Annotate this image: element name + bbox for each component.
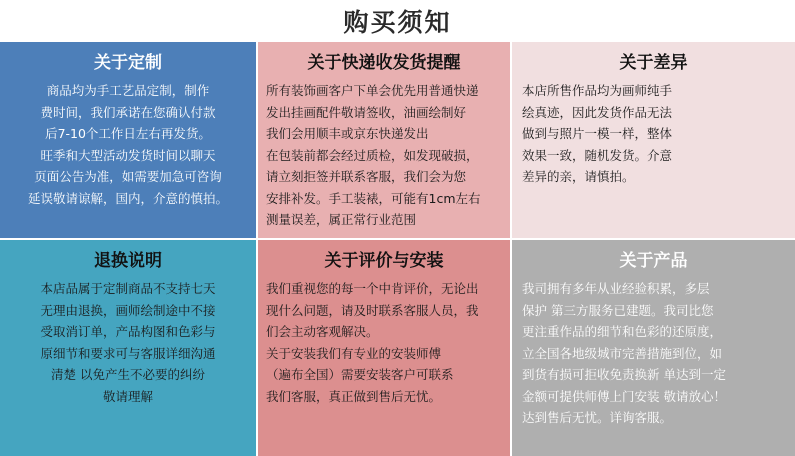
card-title: 关于定制 [94,53,162,73]
card-line: 测量误差，属正常行业范围 [266,212,417,227]
card-line: 们会主动客观解决。 [266,324,379,339]
card-line: 我们重视您的每一个中肯评价，无论出 [266,281,479,296]
card-line: 商品均为手工艺品定制，制作 [46,83,210,98]
card-line: 金额可提供师傅上门安装 敬请放心！ [522,388,726,404]
card-line: （遍布全国）需要安装客户可联系 [266,367,454,382]
card-title: 关于评价与安装 [324,251,444,271]
card-product [512,240,795,456]
card-body [266,80,502,231]
card-line: 本店所售作品均为画师纯手 [522,83,673,98]
card-line: 保护 第三方服务已建题。我司比您 [522,302,714,318]
header [0,0,795,42]
card-line: 页面公告为准，如需要加急可咨询 [34,169,222,184]
card-line: 发出挂画配件敬请签收，油画绘制好 [266,104,467,120]
card-line: 做到与照片一模一样，整体 [522,126,673,141]
card-line: 差异的亲，请慎拍。 [522,169,635,184]
card-body [266,278,502,407]
card-line: 清楚 以免产生不必要的纠纷 [51,367,205,382]
card-line: 更注重作品的细节和色彩的还原度， [522,324,723,339]
card-title: 退换说明 [94,251,162,271]
card-line: 我司拥有多年从业经验积累，多层 [522,281,710,296]
card-return [0,240,256,456]
card-express [258,42,510,238]
card-line: 立全国各地级城市完善措施到位，如 [522,345,723,361]
card-line: 本店品属于定制商品不支持七天 [40,281,216,296]
card-title: 关于差异 [619,53,688,73]
card-line: 原细节和要求可与客服详细沟通 [40,345,216,361]
card-difference [512,42,795,238]
card-line: 受取消订单，产品构图和色彩与 [40,324,216,339]
card-line: 后7-10个工作日左右再发货。 [45,126,211,141]
card-title: 关于产品 [619,251,688,271]
card-line: 我们会用顺丰或京东快递发出 [266,126,429,141]
card-line: 安排补发。手工装裱，可能有1cm左右 [266,190,481,206]
card-custom [0,42,256,238]
card-line: 延误敬请谅解，国内，介意的慎拍。 [27,190,228,206]
card-line: 达到售后无忧。详询客服。 [522,410,673,425]
card-body [520,278,787,429]
card-body [520,80,787,188]
card-line: 关于安装我们有专业的安装师傅 [266,345,442,361]
card-line: 请立刻拒签并联系客服，我们会为您 [266,169,467,184]
card-body [8,80,248,209]
card-line: 我们客服，真正做到售后无忧。 [266,388,442,404]
card-line: 绘真迹，因此发货作品无法 [522,104,673,120]
card-review [258,240,510,456]
card-line: 敬请理解 [102,388,153,404]
card-line: 旺季和大型活动发货时间以聊天 [40,147,216,163]
card-title: 关于快递收发货提醒 [307,53,461,73]
card-line: 无理由退换，画师绘制途中不接 [40,302,216,318]
card-line: 现什么问题，请及时联系客服人员，我 [266,302,479,318]
card-line: 在包装前都会经过质检，如发现破损， [266,147,479,163]
page-title: 购买须知 [343,8,452,37]
card-body [8,278,248,407]
card-line: 到货有损可拒收免责换新 单达到一定 [522,367,726,382]
card-line: 费时间，我们承诺在您确认付款 [40,104,216,120]
card-line: 效果一致，随机发货。介意 [522,147,673,163]
card-line: 所有装饰画客户下单会优先用普通快递 [266,83,479,98]
